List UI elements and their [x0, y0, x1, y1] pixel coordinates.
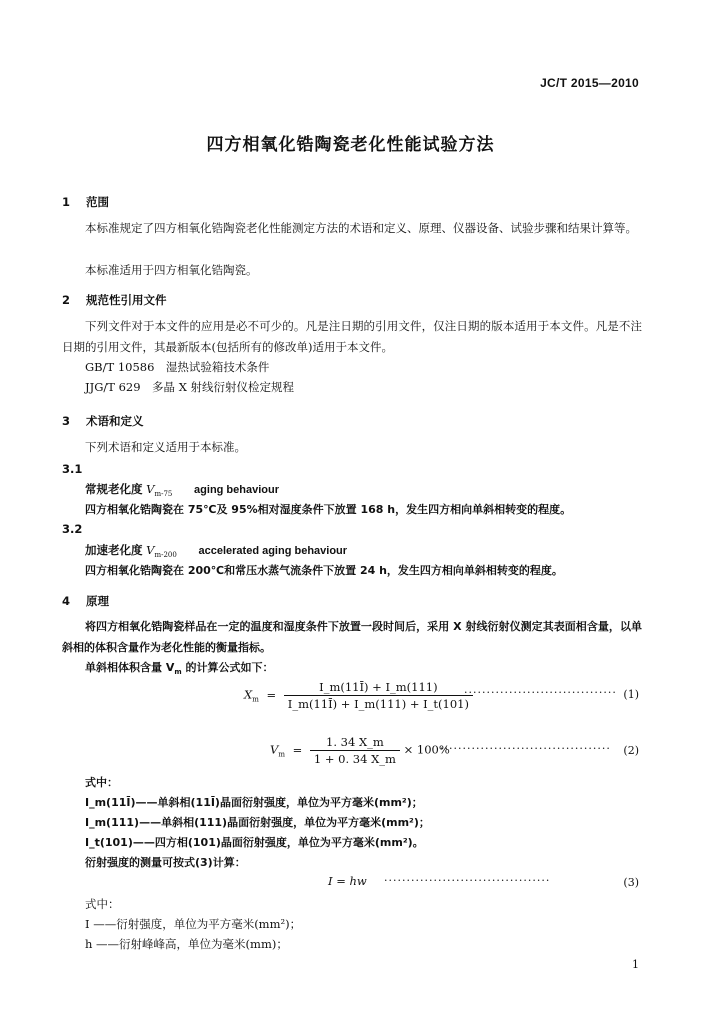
term-3-2-number: 3.2 [62, 522, 83, 536]
section-number: 2 [62, 293, 71, 307]
term-3-2-definition: 四方相氧化锆陶瓷在 200℃和常压水蒸气流条件下放置 24 h，发生四方相向单斜相转变的程度。 [85, 564, 563, 577]
section-title: 范围 [86, 195, 109, 209]
section-4-heading [62, 593, 109, 609]
section-3-intro: 下列术语和定义适用于本标准。 [85, 440, 246, 454]
equation-3-leader: ····································· [384, 874, 551, 887]
equation-2-leader: ······································ [440, 742, 611, 755]
section-4-para-1: 将四方相氧化锆陶瓷样品在一定的温度和湿度条件下放置一段时间后，采用 X 射线衍射仪测定其表面相含量，以单斜相的体积含量作为老化性能的衡量指标。 [62, 620, 642, 654]
equation-lhs-subscript: m [278, 750, 285, 759]
variable-definition-5: h ——衍射峰峰高，单位为毫米(mm)； [85, 937, 288, 951]
equation-3 [328, 874, 367, 888]
section-2-heading [62, 292, 167, 308]
equation-3-number: (3) [623, 876, 639, 889]
section-1-para-2: 本标准适用于四方相氧化锆陶瓷。 [85, 263, 258, 277]
equation-numerator: 1. 34 X_m [310, 735, 400, 751]
equation-1: $X_m$ = $\frac{I\_m(11Ī) + I\_m(111)}{I\_m(11Ī) + I\_m(111) + I\_t(101)}$ [244, 680, 473, 711]
para-subscript: m [174, 668, 182, 676]
section-number: 3 [62, 414, 71, 428]
equation-numerator: I_m(11Ī) + I_m(111) [284, 680, 473, 696]
equation-lhs: X [244, 687, 253, 702]
term-chinese-name: 加速老化度 [85, 543, 143, 557]
term-symbol: V [146, 482, 155, 496]
variable-definition-2: I_m(111)——单斜相(111)晶面衍射强度，单位为平方毫米(mm²)； [85, 816, 430, 829]
para-text-end: 的计算公式如下： [181, 661, 274, 674]
section-2-para-1: 下列文件对于本文件的应用是必不可少的。凡是注日期的引用文件，仅注日期的版本适用于本文件。凡是不注日期的引用文件，其最新版本(包括所有的修改单)适用于本文件。 [62, 319, 642, 354]
equation-denominator: 1 + 0. 34 X_m [313, 752, 396, 766]
section-number: 4 [62, 594, 71, 608]
equation-1-leader: ·································· [464, 686, 617, 699]
variable-definition-1: I_m(11Ī)——单斜相(11Ī)晶面衍射强度，单位为平方毫米(mm²)； [85, 796, 423, 809]
section-1-heading [62, 194, 109, 210]
section-1-para-1: 本标准规定了四方相氧化锆陶瓷老化性能测定方法的术语和定义、原理、仪器设备、试验步骤和结果计算等。 [85, 221, 637, 235]
equation-3-text: I = hw [328, 874, 367, 888]
term-symbol: V [146, 543, 155, 557]
where-label-2: 式中： [85, 897, 120, 911]
standard-code: JC/T 2015—2010 [540, 76, 639, 90]
term-english-name: aging behaviour [194, 484, 280, 496]
equation-2-number: (2) [623, 744, 639, 757]
section-4-para-3: 衍射强度的测量可按式(3)计算： [85, 856, 246, 869]
equation-1-number: (1) [623, 688, 639, 701]
where-label-1: 式中： [85, 776, 118, 789]
section-title: 术语和定义 [86, 414, 144, 428]
term-english-name: accelerated aging behaviour [198, 545, 348, 557]
equation-denominator: I_m(11Ī) + I_m(111) + I_t(101) [287, 697, 469, 711]
section-title: 规范性引用文件 [86, 293, 167, 307]
equation-tail: × 100% [403, 742, 450, 757]
variable-definition-3: I_t(101)——四方相(101)晶面衍射强度，单位为平方毫米(mm²)。 [85, 836, 424, 849]
section-3-heading [62, 413, 144, 429]
equation-lhs: V [270, 742, 279, 757]
term-3-1-definition: 四方相氧化锆陶瓷在 75℃及 95%相对湿度条件下放置 168 h，发生四方相向单斜相转变的程度。 [85, 503, 572, 516]
equation-fraction [310, 735, 400, 766]
equation-fraction [284, 680, 473, 711]
term-symbol-subscript: m-75 [154, 490, 173, 498]
variable-definition-4: I ——衍射强度，单位为平方毫米(mm²)； [85, 917, 302, 931]
equation-lhs-subscript: m [252, 695, 259, 704]
section-4-para-2 [85, 658, 273, 682]
term-chinese-name: 常规老化度 [85, 482, 143, 496]
section-title: 原理 [86, 594, 109, 608]
section-number: 1 [62, 195, 71, 209]
reference-gb-t-10586: GB/T 10586 湿热试验箱技术条件 [85, 360, 270, 374]
term-symbol-subscript: m-200 [154, 551, 177, 559]
reference-jjg-t-629: JJG/T 629 多晶 X 射线衍射仪检定规程 [85, 380, 295, 394]
equation-2: $V_m$ = $\frac{1. 34 X\_m}{1 + 0. 34 X\_m}$ × 100% [270, 735, 450, 766]
document-title: 四方相氧化锆陶瓷老化性能试验方法 [206, 135, 495, 155]
page-number: 1 [632, 958, 639, 971]
term-3-1-number: 3.1 [62, 462, 83, 476]
para-text: 单斜相体积含量 V [85, 661, 175, 674]
